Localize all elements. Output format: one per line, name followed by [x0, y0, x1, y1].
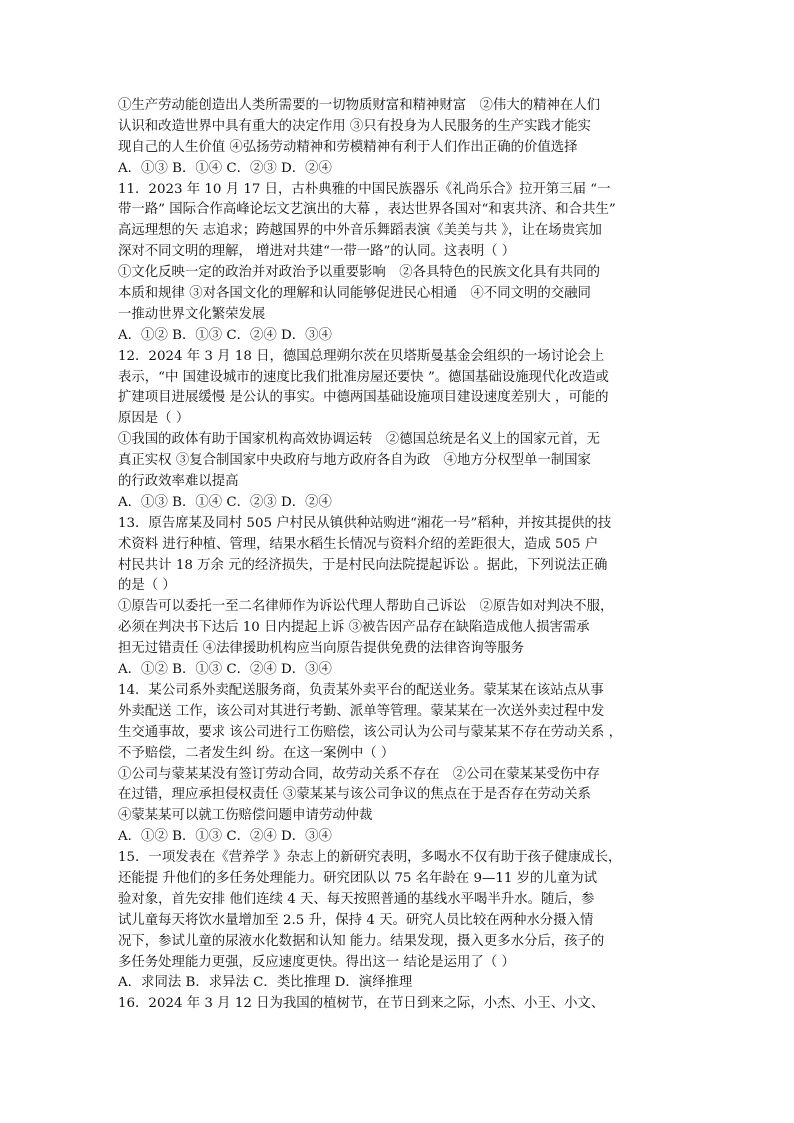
text-line: 原因是（ ）	[118, 411, 190, 427]
text-line: A．①② B．①③ C．②④ D．③④	[118, 327, 332, 343]
text-line: 深对不同文明的理解， 增进对共建“一带一路”的认同。这表明（ ）	[118, 244, 516, 260]
text-line: 担无过错责任 ④法律援助机构应当向原告提供免费的法律咨询等服务	[118, 641, 524, 657]
text-line: ④蒙某某可以就工伤赔偿问题申请劳动仲裁	[118, 808, 373, 824]
text-line: A．①② B．①③ C．②④ D．③④	[118, 829, 332, 845]
text-line: ①我国的政体有助于国家机构高效协调运转 ②德国总统是名义上的国家元首，无	[118, 432, 601, 448]
text-line: 真正实权 ③复合制国家中央政府与地方政府各自为政 ④地方分权型单一制国家	[118, 453, 591, 469]
text-line: ①原告可以委托一至二名律师作为诉讼代理人帮助自己诉讼 ②原告如对判决不服，	[118, 599, 614, 615]
text-line: 表示，“中 国建设城市的速度比我们批准房屋还要快 ”。德国基础设施现代化改造或	[118, 369, 609, 385]
text-line: ①文化反映一定的政治并对政治予以重要影响 ②各具特色的民族文化具有共同的	[118, 265, 601, 281]
text-line: 16．2024 年 3 月 12 日为我国的植树节，在节日到来之际，小杰、小王、小文、	[118, 996, 605, 1012]
text-line: 村民共计 18 万余 元的经济损失，于是村民向法院提起诉讼 。据此，下列说法正确	[118, 557, 608, 573]
text-line: 15．一项发表在《营养学 》杂志上的新研究表明，多喝水不仅有助于孩子健康成长，	[118, 850, 622, 866]
text-line: 的是（ ）	[118, 578, 176, 594]
text-line: 11．2023 年 10 月 17 日，古朴典雅的中国民族器乐《礼尚乐合》拉开第三届 “一	[118, 181, 611, 197]
text-line: 试儿童每天将饮水量增加至 2.5 升，保持 4 天。研究人员比较在两种水分摄入情	[118, 912, 594, 928]
text-line: 的行政效率难以提高	[118, 474, 239, 490]
text-line: 术资料 进行种植、管理，结果水稻生长情况与资料介绍的差距很大，造成 505 户	[118, 536, 599, 552]
text-line: 认识和改造世界中具有重大的决定作用 ③只有投身为人民服务的生产实践才能实	[118, 118, 591, 134]
text-line: 13．原告席某及同村 505 户村民从镇供种站购进“湘花一号”稻种，并按其提供的技	[118, 515, 612, 531]
text-line: 不予赔偿，二者发生纠 纷。在这一案例中（ ）	[118, 745, 395, 761]
text-line: A．求同法 B．求异法 C．类比推理 D．演绎推理	[118, 975, 413, 991]
text-line: 高远理想的矢 志追求；跨越国界的中外音乐舞蹈表演《美美与共 》，让在场贵宾加	[118, 223, 602, 239]
document-page	[118, 96, 678, 1015]
text-line: A．①③ B．①④ C．②③ D．②④	[118, 494, 332, 510]
text-line: 况下，参试儿童的尿液水化数据和认知 能力。结果发现，摄入更多水分后，孩子的	[118, 933, 605, 949]
text-line: A．①③ B．①④ C．②③ D．②④	[118, 160, 332, 176]
text-line: 必须在判决书下达后 10 日内提起上诉 ③被告因产品存在缺陷造成他人损害需承	[118, 620, 590, 636]
text-line: ①公司与蒙某某没有签订劳动合同，故劳动关系不存在 ②公司在蒙某某受伤中存	[118, 766, 601, 782]
text-line: 扩建项目进展缓慢 是公认的事实。中德两国基础设施项目建设速度差别大 ，可能的	[118, 390, 609, 406]
text-line: 现自己的人生价值 ④弘扬劳动精神和劳模精神有利于人们作出正确的价值选择	[118, 139, 578, 155]
text-line: 14．某公司系外卖配送服务商，负责某外卖平台的配送业务。蒙某某在该站点从事	[118, 682, 604, 698]
text-line: 本质和规律 ③对各国文化的理解和认同能够促进民心相通 ④不同文明的交融同	[118, 286, 591, 302]
text-line: 还能提 升他们的多任务处理能力。研究团队以 75 名年龄在 9—11 岁的儿童为试	[118, 870, 597, 886]
text-line: 外卖配送 工作，该公司对其进行考勤、派单等管理。蒙某某在一次送外卖过程中发	[118, 703, 605, 719]
text-line: ①生产劳动能创造出人类所需要的一切物质财富和精神财富 ②伟大的精神在人们	[118, 98, 601, 113]
text-line: 带一路” 国际合作高峰论坛文艺演出的大幕 ，表达世界各国对“和衷共济、和合共生”	[118, 202, 616, 218]
text-line: 在过错，理应承担侵权责任 ③蒙某某与该公司争议的焦点在于是否存在劳动关系	[118, 787, 591, 803]
text-line: 生交通事故，要求 该公司进行工伤赔偿，该公司认为公司与蒙某某不存在劳动关系 ，	[118, 724, 622, 740]
text-line: 多任务处理能力更强，反应速度更快。得出这一 结论是运用了（ ）	[118, 954, 515, 970]
text-line: 一推动世界文化繁荣发展	[118, 306, 266, 322]
text-line: A．①② B．①③ C．②④ D．③④	[118, 662, 332, 678]
text-line: 验对象，首先安排 他们连续 4 天、每天按照普通的基线水平喝半升水。随后，参	[118, 891, 595, 907]
text-line: 12．2024 年 3 月 18 日，德国总理朔尔茨在贝塔斯曼基金会组织的一场讨论会上	[118, 348, 605, 364]
